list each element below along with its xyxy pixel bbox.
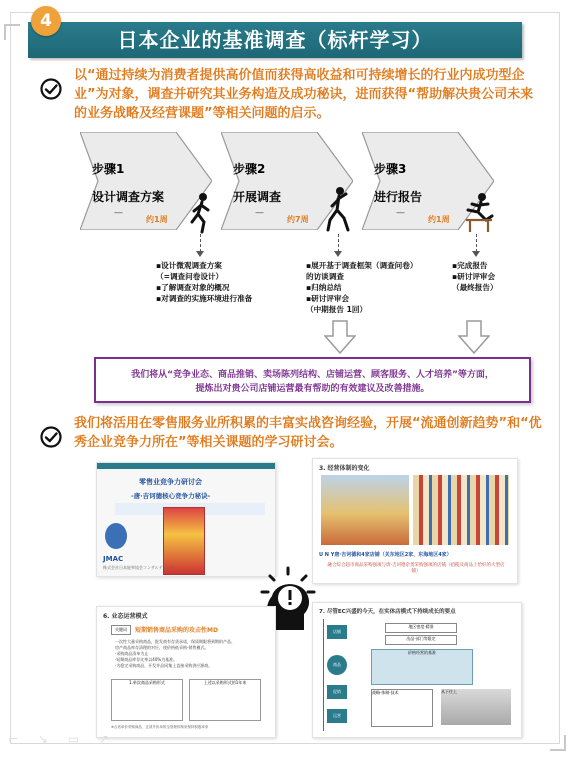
step-1-dash: — <box>114 208 123 218</box>
hurdler-icon <box>462 192 496 234</box>
step-3-dash: — <box>396 208 405 218</box>
section-number-badge: 4 <box>31 6 61 36</box>
thumb-b-caption: U N Y唐·吉诃德和4家店铺（关东地区2家、东海地区4家） <box>319 552 452 558</box>
step-3-connector <box>476 234 477 252</box>
check-circle-icon <box>40 426 62 448</box>
thumb-c-line: ·为稳定采购商品，开发并品同集上直接采购供应源商。 <box>115 663 213 668</box>
store-interior-photo <box>413 475 509 545</box>
step-2-bullet: 的访谈调查 <box>306 272 344 281</box>
corner-mark-bottom-right <box>550 735 566 751</box>
thumb-c-line: ·采购商品清单为止 <box>115 651 149 656</box>
step-3-name: 进行报告 <box>374 190 423 204</box>
corner-mark-top-left <box>4 24 20 40</box>
thumb-c-lines <box>115 639 235 669</box>
business-model-thumbnail <box>96 606 276 738</box>
step-3-bullet: ▪研讨评审会 <box>452 272 496 281</box>
step-2-title: 步骤2 <box>233 162 266 176</box>
thumb-c-box-2 <box>189 679 261 721</box>
thumb-d-label: 地区密度·精准 <box>385 623 457 633</box>
thumb-c-line: 房产商品库存清理的对应，使价格低采购-销售模式。 <box>115 645 209 650</box>
down-arrow-icon <box>458 320 490 354</box>
thumb-c-title: 6. 业态运营模式 <box>103 613 148 620</box>
thumb-d-node: 商品 <box>327 655 347 675</box>
cover-top-strip <box>97 463 275 469</box>
step-2-connector <box>338 234 339 252</box>
thumb-d-label: 价格经营的基准 <box>371 649 473 685</box>
step-1-duration: 约1周 <box>146 215 168 224</box>
step-1-connector-arrow-icon <box>196 251 204 257</box>
step-1-bullets <box>156 260 252 304</box>
footer-decor-icons: ⌐ ↘ ▭ ↗ <box>8 732 117 746</box>
step-1-bullet: ▪了解调查对象的概况 <box>156 283 230 292</box>
summary-line-2: 提炼出对贵公司店铺运营最有帮助的有效建议及改善措施。 <box>195 384 430 394</box>
step-2-bullet: ▪展开基于调查框架（调查问卷） <box>306 261 418 270</box>
thumb-d-node: 店铺 <box>327 625 347 639</box>
thumb-c-box-1 <box>111 679 183 721</box>
step-1-bullet: （=调查问卷设计） <box>156 272 224 281</box>
thumb-c-tag: 关键词 <box>111 625 131 635</box>
cover-title: 零售业竞争力研讨会 <box>139 478 202 486</box>
step-3-bullet: （最终报告） <box>452 283 498 292</box>
step-2-name: 开展调查 <box>233 190 282 204</box>
cover-footer: 株式会社日本能率協会コンサルティング <box>103 565 175 570</box>
jmac-logo-text: JMAC <box>103 555 124 563</box>
summary-line-1: 我们将从“竞争业态、商品推销、卖场陈列结构、店铺运营、顾客服务、人才培养”等方面， <box>131 370 494 380</box>
step-1-bullet: ▪对调查的实施环境进行准备 <box>156 294 253 303</box>
seminar-cover-thumbnail <box>96 462 276 577</box>
down-arrow-icon <box>324 320 356 354</box>
step-3-bullets <box>452 260 498 293</box>
step-1-name: 设计调查方案 <box>92 190 165 204</box>
store-change-thumbnail <box>312 458 518 584</box>
thumb-c-foot: ※合适单价采购商品，还须外协单的全管理体制来保持积极率来 <box>111 725 209 729</box>
step-2-dash: — <box>255 208 264 218</box>
page-title: 日本企业的基准调查（标杆学习） <box>28 22 522 58</box>
thumb-b-note: 融合综合超市商品采购强项与唐·吉诃德杂货采购强项的店铺（招揽及商品上恰好的大型店铺） <box>327 563 505 574</box>
step-2-bullets <box>306 260 417 315</box>
step-3-duration: 约1周 <box>428 215 450 224</box>
step-3-bullet: ▪完成报告 <box>452 261 488 270</box>
step-2-bullet: （中期报告 1回） <box>306 305 368 314</box>
thumb-d-node: 促销 <box>327 685 347 699</box>
thumb-c-line: 一次性大量采购商品，批发商有存货承诺，保质期限将到期的产品、 <box>115 639 235 644</box>
check-circle-icon <box>40 78 62 100</box>
thumb-d-label: 出品·部门等限定 <box>385 635 457 645</box>
step-2-connector-arrow-icon <box>334 251 342 257</box>
step-2-bullet: ▪归纳总结 <box>306 283 342 292</box>
step-1-title: 步骤1 <box>92 162 125 176</box>
thumb-d-label: 从下往上 <box>441 689 511 725</box>
thumb-d-label: 战略·体制·技术 <box>371 689 433 727</box>
step-3-connector-arrow-icon <box>472 251 480 257</box>
step-3-title: 步骤3 <box>374 162 407 176</box>
runner-sprint-icon <box>324 186 354 234</box>
growth-points-thumbnail <box>312 602 522 738</box>
thumb-c-heading: 短期销售商品采购的攻击性MD <box>135 627 218 634</box>
summary-box <box>94 357 531 403</box>
step-2-bullet: ▪研讨评审会 <box>306 294 350 303</box>
intro-text: 以“通过持续为消费者提供高价值而获得高收益和可持续增长的行业内成功型企业”为对象，调查并研究其业务构造及成功秘诀，进而获得“帮助解决贵公司未来的业务战略及经营课题”等相关问题的启示。 <box>74 68 534 121</box>
thumb-c-box-1-label: 1.单次商品采购形式 <box>129 680 165 685</box>
cover-subtitle: -唐·吉诃德核心竞争力秘诀- <box>131 492 211 500</box>
seminar-text: 我们将活用在零售服务业所积累的丰富实战咨询经验，开展“流通创新趋势”和“优秀企业竞争力所在”等相关课题的学习研讨会。 <box>74 416 542 450</box>
runner-start-icon <box>188 192 214 234</box>
jmac-logo-icon <box>105 523 127 549</box>
step-2-duration: 约7周 <box>287 215 309 224</box>
thumb-d-node: 运营 <box>327 709 347 723</box>
thumb-b-title: 3. 经营体制的变化 <box>319 465 370 472</box>
thumb-c-box-2-label: 上述以采购形式的1年来 <box>203 680 247 685</box>
thumb-d-title: 7. 尽管EC兴盛的今天，在实体店模式下持续成长的要点 <box>319 609 456 615</box>
step-1-connector <box>200 234 201 252</box>
store-exterior-photo <box>321 475 409 545</box>
step-1-bullet: ▪设计微观调查方案 <box>156 261 222 270</box>
thumb-c-line: ·短期商品库存比率以40%为基准。 <box>115 657 178 662</box>
